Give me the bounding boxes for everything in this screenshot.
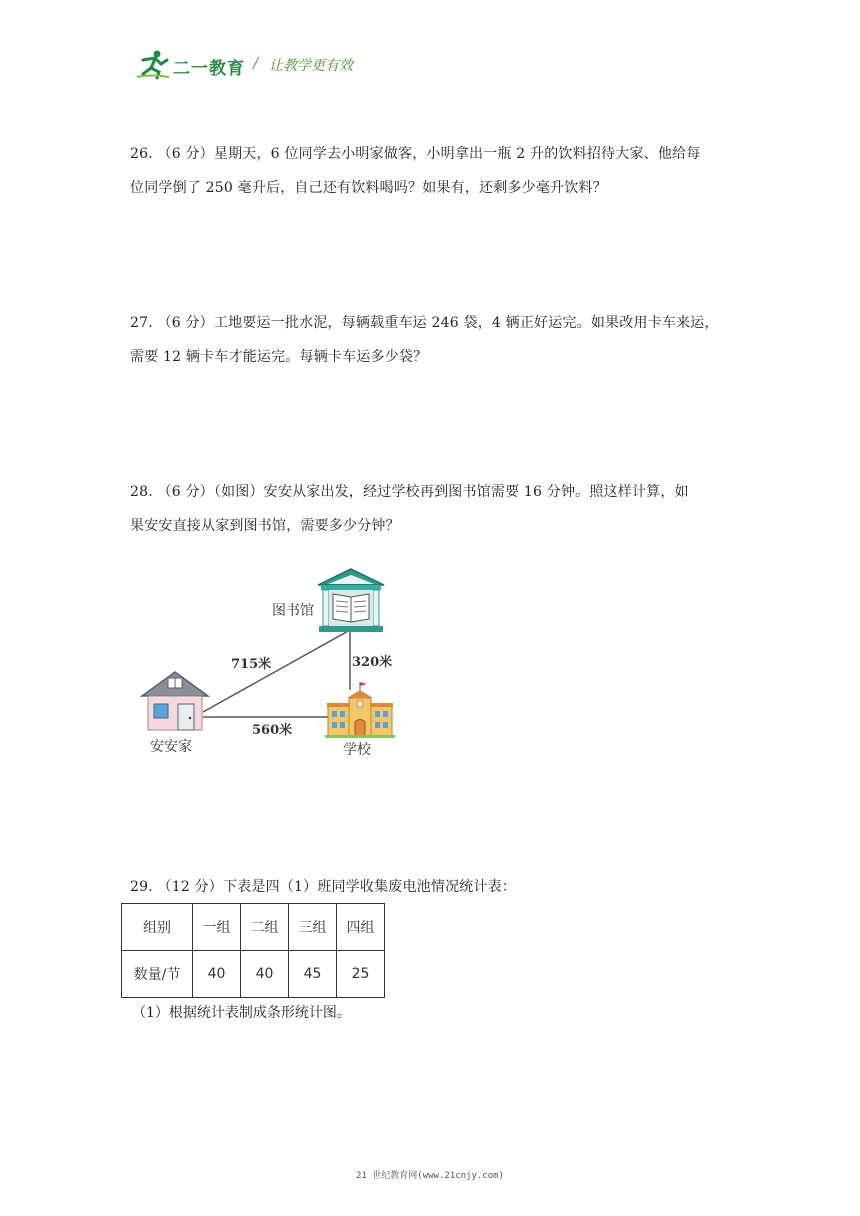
library-icon — [316, 567, 386, 635]
question-26 — [130, 137, 730, 205]
page-footer: 21 世纪教育网(www.21cnjy.com) — [356, 1171, 504, 1181]
question-28 — [130, 475, 730, 543]
table-cell: 数量/节 — [122, 951, 193, 998]
distance-home-school: 560米 — [252, 723, 293, 738]
battery-statistics-table — [121, 903, 385, 998]
route-map-figure — [130, 562, 410, 762]
table-cell: 40 — [241, 951, 289, 998]
table-row — [122, 951, 385, 998]
distance-home-library: 715米 — [231, 657, 272, 672]
question-text-line: 27. （6 分）工地要运一批水泥，每辆载重车运 246 袋，4 辆正好运完。如果改用卡车来运， — [130, 315, 719, 331]
table-cell: 组别 — [122, 904, 193, 951]
question-text-line: 果安安直接从家到图书馆，需要多少分钟？ — [130, 518, 400, 534]
question-text-line: 26. （6 分）星期天，6 位同学去小明家做客，小明拿出一瓶 2 升的饮料招待大家、他给每 — [130, 146, 701, 162]
question-text-line: 需要 12 辆卡车才能运完。每辆卡车运多少袋？ — [130, 349, 428, 365]
school-label: 学校 — [343, 742, 371, 758]
table-cell: 45 — [289, 951, 337, 998]
question-text-line: 位同学倒了 250 毫升后，自己还有饮料喝吗？如果有，还剩多少毫升饮料？ — [130, 180, 607, 196]
header-separator: / — [253, 54, 259, 72]
brand-slogan: 让教学更有效 — [269, 58, 353, 74]
question-29 — [130, 870, 730, 904]
table-cell: 25 — [337, 951, 385, 998]
question-text-line: 28. （6 分）（如图）安安从家出发，经过学校再到图书馆需要 16 分钟。照这样计算，如 — [130, 484, 689, 500]
table-cell: 三组 — [289, 904, 337, 951]
library-label: 图书馆 — [272, 603, 314, 619]
sub-question-1: （1）根据统计表制成条形统计图。 — [132, 1005, 351, 1021]
table-cell: 40 — [193, 951, 241, 998]
runner-logo-icon — [135, 48, 171, 80]
table-cell: 一组 — [193, 904, 241, 951]
question-text-line: 29. （12 分）下表是四（1）班同学收集废电池情况统计表： — [130, 879, 517, 895]
table-cell: 四组 — [337, 904, 385, 951]
brand-name: 二一教育 — [173, 59, 245, 79]
school-icon — [325, 680, 395, 738]
question-27 — [130, 306, 730, 374]
table-cell: 二组 — [241, 904, 289, 951]
house-icon — [140, 670, 210, 732]
table-header-row — [122, 904, 385, 951]
home-label: 安安家 — [150, 739, 192, 755]
distance-school-library: 320米 — [352, 655, 393, 670]
page-header — [135, 48, 435, 82]
